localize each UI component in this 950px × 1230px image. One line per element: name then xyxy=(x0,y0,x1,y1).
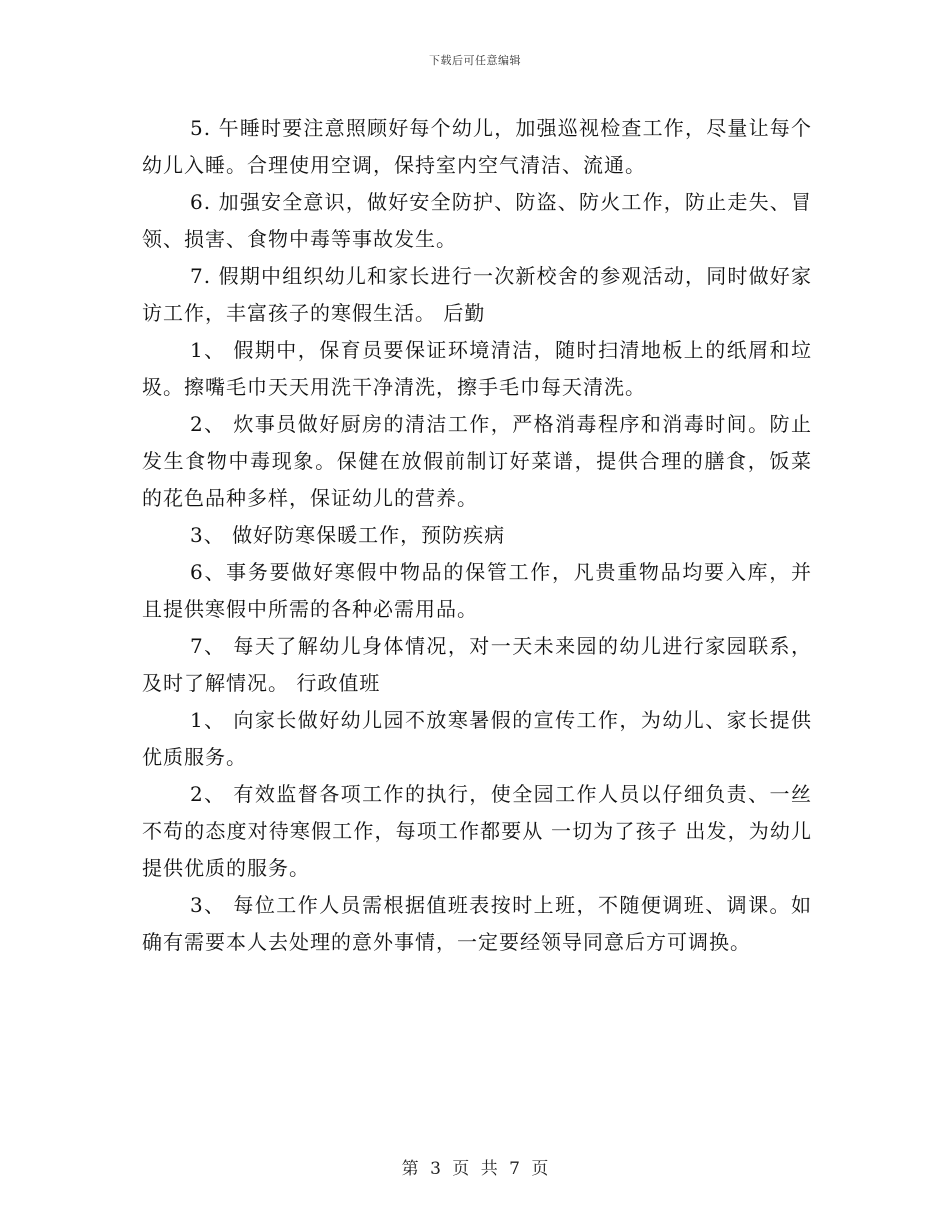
paragraph-logistics-2: 2、 炊事员做好厨房的清洁工作，严格消毒程序和消毒时间。防止发生食物中毒现象。保健在放假前制订好菜谱，提供合理的膳食，饭菜的花色品种多样，保证幼儿的营养。 xyxy=(142,412,812,510)
paragraph-admin-1: 1、 向家长做好幼儿园不放寒暑假的宣传工作，为幼儿、家长提供优质服务。 xyxy=(142,708,812,769)
paragraph-item-6-safety: 6. 加强安全意识，做好安全防护、防盗、防火工作，防止走失、冒领、损害、食物中毒等事故发生。 xyxy=(142,190,812,251)
document-body xyxy=(142,110,812,961)
paragraph-logistics-1: 1、 假期中，保育员要保证环境清洁，随时扫清地板上的纸屑和垃圾。擦嘴毛巾天天用洗干净清洗，擦手毛巾每天清洗。 xyxy=(142,338,812,399)
page-header-note: 下载后可任意编辑 xyxy=(429,54,521,67)
paragraph-admin-3: 3、 每位工作人员需根据值班表按时上班，不随便调班、调课。如确有需要本人去处理的意外事情，一定要经领导同意后方可调换。 xyxy=(142,893,812,954)
paragraph-logistics-6: 6、事务要做好寒假中物品的保管工作，凡贵重物品均要入库，并且提供寒假中所需的各种必需用品。 xyxy=(142,560,812,621)
paragraph-logistics-7: 7、 每天了解幼儿身体情况，对一天未来园的幼儿进行家园联系，及时了解情况。 行政值班 xyxy=(142,634,812,695)
paragraph-item-7-visit: 7. 假期中组织幼儿和家长进行一次新校舍的参观活动，同时做好家访工作，丰富孩子的寒假生活。 后勤 xyxy=(142,264,812,325)
paragraph-admin-2: 2、 有效监督各项工作的执行，使全园工作人员以仔细负责、一丝不苟的态度对待寒假工作，每项工作都要从 一切为了孩子 出发，为幼儿提供优质的服务。 xyxy=(142,782,812,880)
page-number-footer: 第 3 页 共 7 页 xyxy=(401,1159,549,1179)
paragraph-logistics-3: 3、 做好防寒保暖工作，预防疾病 xyxy=(190,523,506,547)
paragraph-item-5-nap: 5. 午睡时要注意照顾好每个幼儿，加强巡视检查工作，尽量让每个幼儿入睡。合理使用空调，保持室内空气清洁、流通。 xyxy=(142,116,812,177)
